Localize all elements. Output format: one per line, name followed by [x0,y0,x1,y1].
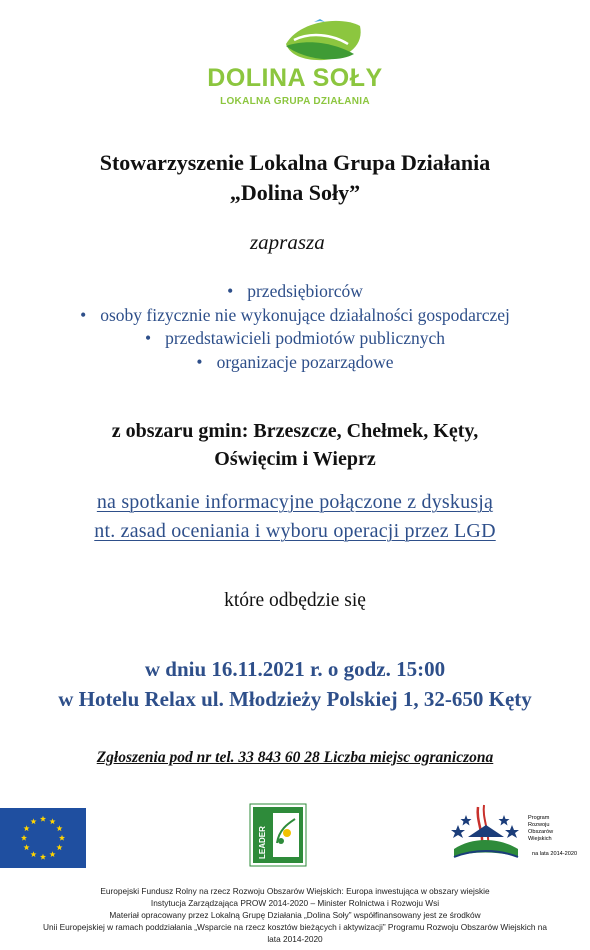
leader-text: LEADER [258,826,267,859]
audience-item: • przedsiębiorców [0,280,590,304]
eu-flag-icon [0,808,86,868]
registration-notice: Zgłoszenia pod nr tel. 33 843 60 28 Liczba miejsc ograniczona [96,749,494,766]
prow-text-2: Rozwoju [528,822,550,828]
event-location: w Hotelu Relax ul. Młodzieży Polskiej 1, 32-650 Kęty [58,687,532,711]
leader-logo-icon [249,803,307,867]
event-date: w dniu 16.11.2021 r. o godz. 15:00 [144,657,446,681]
invites-text: zaprasza [250,230,325,254]
prow-text-1: Program [528,815,550,821]
meeting-line-1: na spotkanie informacyjne połączone z dyskusją [96,491,494,513]
logo-name: DOLINA SOŁY [207,64,383,92]
audience-list [0,280,590,374]
prow-text-4: Wiejskich [528,836,552,842]
prow-logo-icon [446,797,590,867]
prow-text-3: Obszarów [528,829,554,835]
hills-logo-icon [280,14,364,66]
footer-line-3: Materiał opracowany przez Lokalną Grupę Działania „Dolina Soły” współfinansowany jest ze środków [109,910,481,920]
footer-line-4: Unii Europejskiej w ramach poddziałania „Wsparcie na rzecz kosztów bieżących i aktywizacji” Programu Rozwoju Obszarów Wiejskich na [43,922,547,932]
audience-item: • przedstawicieli podmiotów publicznych [0,327,590,351]
audience-item: • organizacje pozarządowe [0,351,590,375]
area-line-2: Oświęcim i Wieprz [214,448,376,470]
organizer-line-2: „Dolina Soły” [229,180,361,205]
logo-subtitle: LOKALNA GRUPA DZIAŁANIA [220,96,370,107]
footer-line-5: lata 2014-2020 [267,934,323,944]
footer-line-2: Instytucja Zarządzająca PROW 2014-2020 – Minister Rolnictwa i Rozwoju Wsi [150,898,440,908]
meeting-line-2: nt. zasad oceniania i wyboru operacji przez LGD [94,520,496,542]
when-intro: które odbędzie się [224,590,366,611]
organizer-line-1: Stowarzyszenie Lokalna Grupa Działania [99,150,491,175]
prow-text-5: na lata 2014-2020 [532,851,578,857]
area-line-1: z obszaru gmin: Brzeszcze, Chełmek, Kęty, [111,420,479,442]
dolina-soly-logo [0,14,590,114]
footer-line-1: Europejski Fundusz Rolny na rzecz Rozwoju Obszarów Wiejskich: Europa inwestująca w obszary wiejskie [100,886,490,896]
audience-item: • osoby fizycznie nie wykonujące działalności gospodarczej [0,304,590,328]
